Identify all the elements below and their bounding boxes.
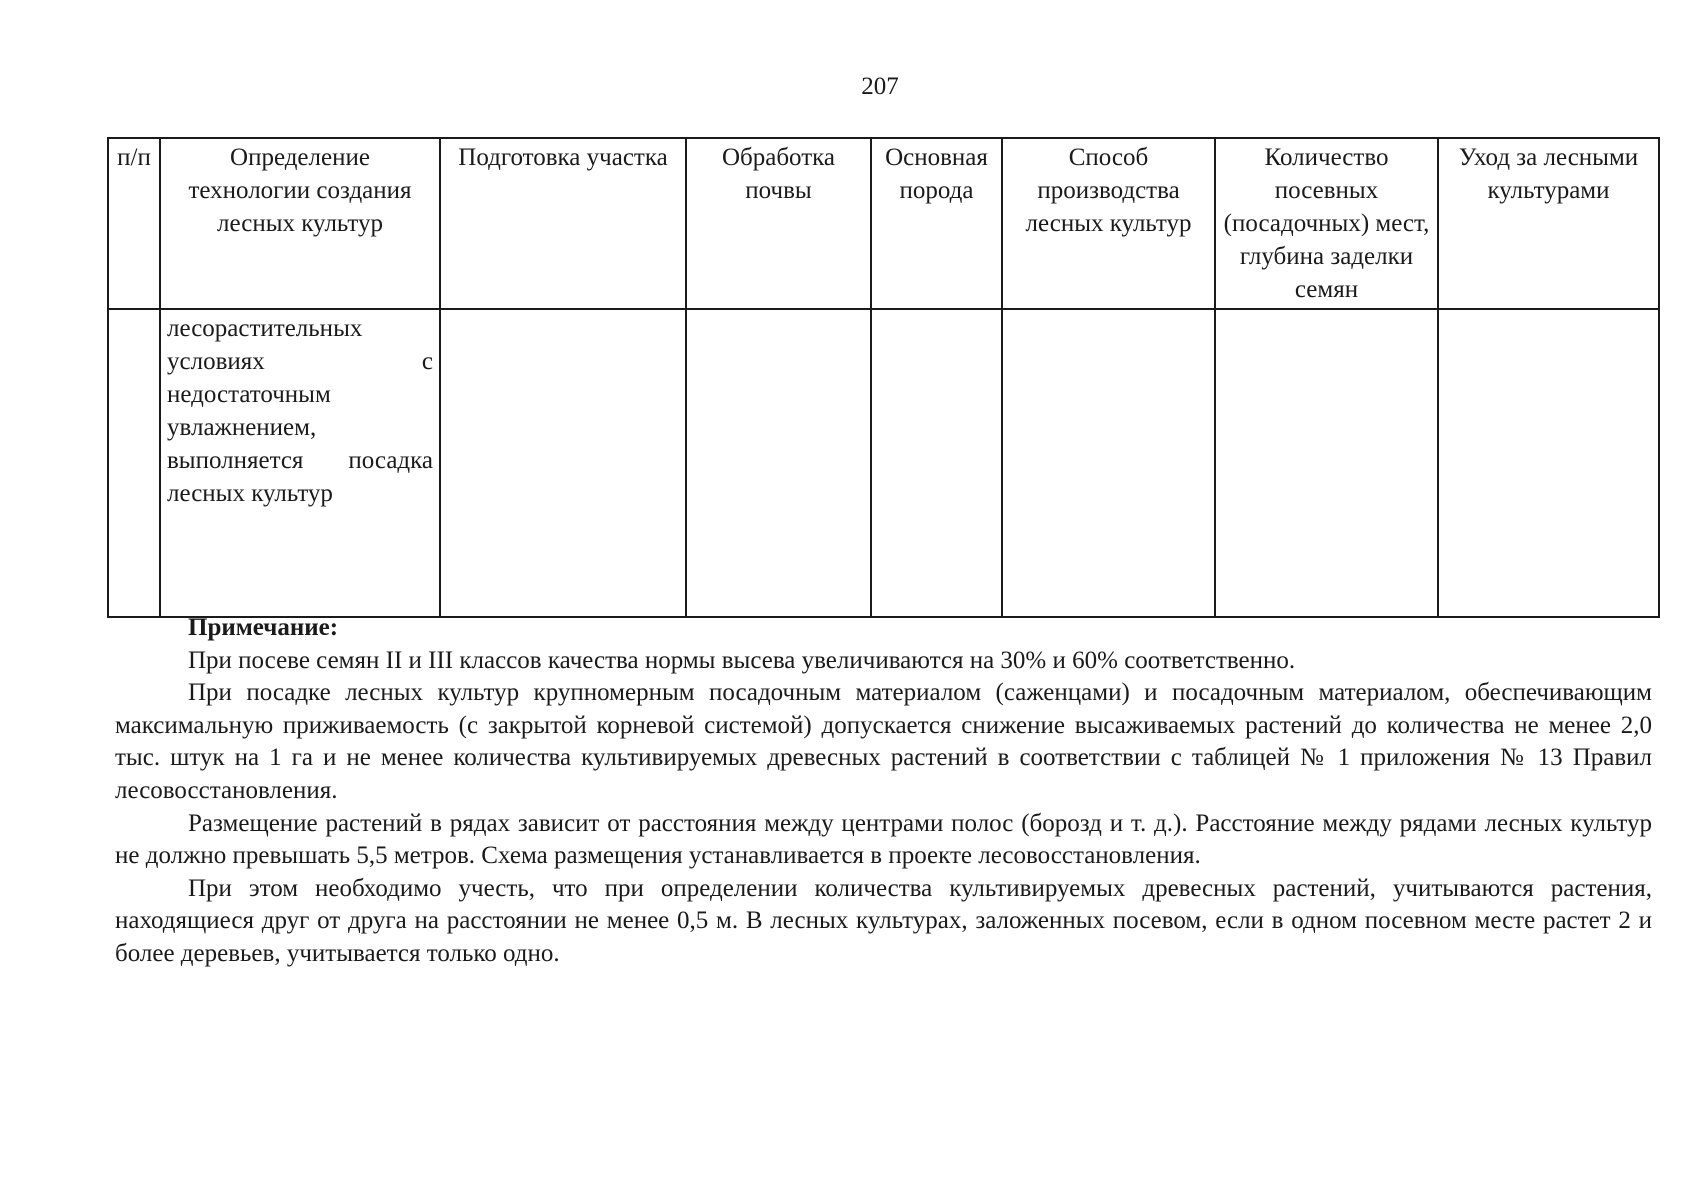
cell-site-preparation <box>440 309 686 617</box>
notes-title: Примечание: <box>188 614 339 641</box>
header-number: п/п <box>108 138 160 309</box>
header-culture-care: Уход за лесными культурами <box>1438 138 1659 309</box>
table-row <box>108 309 1659 617</box>
cell-planting-places <box>1215 309 1438 617</box>
header-main-species: Основная порода <box>871 138 1002 309</box>
cell-soil-treatment <box>686 309 871 617</box>
cell-production-method <box>1002 309 1215 617</box>
header-soil-treatment: Обработка почвы <box>686 138 871 309</box>
table-header-row <box>108 138 1659 309</box>
note-paragraph-4: При этом необходимо учесть, что при определении количества культивируемых древесных растений, учитываются растения, находящиеся друг от друга на расстоянии не менее 0,5 м. В лесных культурах, заложенных посевом, если в одном посевном месте растет 2 и более деревьев, учитывается только одно. <box>115 874 1652 967</box>
forest-culture-table <box>107 137 1660 618</box>
cell-technology: лесорастительных условиях с недостаточным увлажнением, выполняется посадка лесных культур <box>160 309 440 617</box>
cell-number <box>108 309 160 617</box>
cell-culture-care <box>1438 309 1659 617</box>
notes-section <box>115 612 1652 971</box>
page-number: 207 <box>861 73 899 100</box>
note-paragraph-2: При посадке лесных культур крупномерным посадочным материалом (саженцами) и посадочным материалом, обеспечивающим максимальную приживаемость (с закрытой корневой системой) допускается снижение высаживаемых растений до количества не менее 2,0 тыс. штук на 1 га и не менее количества культивируемых древесных растений в соответствии с таблицей № 1 приложения № 13 Правил лесовосстановления. <box>115 679 1652 804</box>
header-site-preparation: Подготовка участка <box>440 138 686 309</box>
header-technology: Определение технологии создания лесных культур <box>160 138 440 309</box>
header-planting-places: Количество посевных (посадочных) мест, глубина заделки семян <box>1215 138 1438 309</box>
note-paragraph-1: При посеве семян II и III классов качества нормы высева увеличиваются на 30% и 60% соответственно. <box>188 646 1296 674</box>
cell-main-species <box>871 309 1002 617</box>
note-paragraph-3: Размещение растений в рядах зависит от расстояния между центрами полос (борозд и т. д.). Расстояние между рядами лесных культур не должно превышать 5,5 метров. Схема размещения устанавливается в проекте лесовосстановления. <box>115 809 1652 870</box>
header-production-method: Способ производства лесных культур <box>1002 138 1215 309</box>
